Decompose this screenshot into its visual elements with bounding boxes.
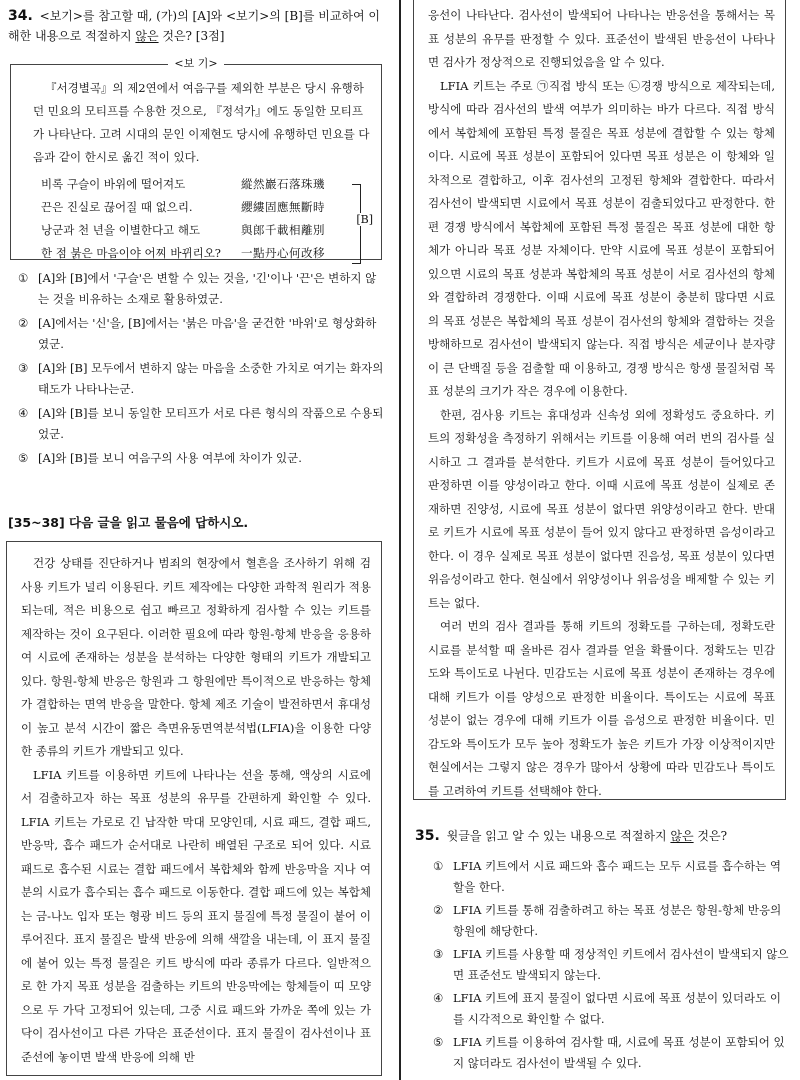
poem-korean: 한 점 붉은 마음이야 어찌 바뀌리오?	[41, 246, 221, 260]
q35-option-1[interactable]	[433, 856, 790, 898]
poem-hanja: 縱然巖石落珠璣	[241, 177, 325, 191]
option-text: LFIA 키트를 사용할 때 정상적인 키트에서 검사선이 발색되지 않으면 표준선도 발색되지 않는다.	[453, 947, 789, 982]
option-number: ③	[18, 361, 29, 375]
option-number: ⑤	[433, 1035, 444, 1049]
question-35-number: 35.	[415, 828, 440, 844]
bogi-title: <보 기>	[11, 56, 381, 72]
passage-paragraph: 건강 상태를 진단하거나 범죄의 현장에서 혈흔을 조사하기 위해 검사용 키트가 널리 이용된다. 키트 제작에는 다양한 과학적 원리가 적용되는데, 적은 비용으로 쉽고 빠르고 정확하게 검사할 수 있는 키트를 제작하는 것이 요구된다. 이러한 필요에 따라 항원-항체 반응을 응용하여 시료에 존재하는 성분을 분석하는 다양한 형태의 키트가 개발되고 있다. 항원-항체 반응은 항원과 그 항원에만 특이적으로 반응하는 항체가 결합하는 면역 반응을 말한다. 항체 제조 기술이 발전하면서 휴대성이 높고 분석 시간이 짧은 측면유동면역분석법(LFIA)을 이용한 다양한 종류의 키트가 개발되고 있다.	[21, 556, 371, 758]
option-number: ⑤	[18, 451, 29, 465]
q35-option-5[interactable]	[433, 1032, 790, 1074]
passage-left	[6, 541, 382, 1076]
passage-paragraph: 한편, 검사용 키트는 휴대성과 신속성 외에 정확성도 중요하다. 키트의 정확성을 측정하기 위해서는 키트를 이용해 여러 번의 검사를 실시하고 그 결과를 분석한다. 키트가 시료에 목표 성분이 들어있다고 판정하면 이를 양성이라고 한다. 이때 시료에 목표 성분이 실제로 존재하면 진양성, 시료에 목표 성분이 없다면 위양성이라고 한다. 반대로 키트가 시료에 목표 성분이 들어 있지 않다고 판정하면 음성이라고 한다. 이 경우 실제로 목표 성분이 없다면 진음성, 목표 성분이 있다면 위음성이라고 한다. 현실에서 위양성이나 위음성을 배제할 수 있는 키트는 없다.	[428, 407, 775, 610]
poem-korean: 끈은 진실로 끊어질 때 없으리.	[41, 200, 193, 214]
passage-paragraph: LFIA 키트를 이용하면 키트에 나타나는 선을 통해, 액상의 시료에서 검출하고자 하는 목표 성분의 유무를 간편하게 확인할 수 있다. LFIA 키트는 가로로 긴 납작한 막대 모양인데, 시료 패드, 결합 패드, 반응막, 흡수 패드가 순서대로 나란히 배열된 구조로 되어 있다. 시료 패드로 흡수된 시료는 결합 패드에서 복합체와 함께 반응막을 지나 여분의 시료가 흡수되는 흡수 패드로 이동한다. 결합 패드에 있는 복합체는 금-나노 입자 또는 형광 비드 등의 표지 물질에 특정 물질이 붙어 이루어진다. 표지 물질은 발색 반응에 의해 색깔을 내는데, 이 표지 물질에 붙어 있는 특정 물질은 키트 방식에 따라 종류가 다르다. 일반적으로 한 가지 목표 성분을 검출하는 키트의 반응막에는 항체들이 띠 모양으로 두 가닥 고정되어 있는데, 그중 시료 패드와 가까운 쪽에 있는 가닥이 검사선이고 다른 가닥은 표준선이다. 표지 물질이 검사선이나 표준선에 놓이면 발색 반응에 의해 반	[21, 767, 371, 1064]
poem-hanja: 與郎千載相離別	[241, 223, 325, 237]
poem-line	[33, 173, 371, 196]
column-divider	[399, 0, 401, 1080]
option-text: LFIA 키트에서 시료 패드와 흡수 패드는 모두 시료를 흡수하는 역할을 한다.	[453, 859, 781, 894]
q34-option-2[interactable]	[18, 313, 386, 355]
left-column	[0, 0, 396, 1080]
bracket-b-label: [B]	[356, 213, 373, 226]
right-column	[403, 0, 800, 1080]
poem-hanja: 纓縷固應無斷時	[241, 200, 325, 214]
question-34-stem	[8, 6, 390, 46]
bogi-text: 『서경별곡』의 제2연에서 여음구를 제외한 부분은 당시 유행하던 민요의 모티프를 수용한 것으로, 『정석가』에도 동일한 모티프가 나타난다. 고려 시대의 문인 이제현도 당시에 유행하던 민요를 다음과 같이 한시로 옮긴 적이 있다.	[33, 81, 370, 164]
bogi-box	[10, 57, 382, 260]
q34-option-1[interactable]	[18, 268, 386, 310]
poem-korean: 비록 구슬이 바위에 떨어져도	[41, 177, 186, 191]
option-number: ④	[18, 406, 29, 420]
q35-option-2[interactable]	[433, 900, 790, 942]
section-heading: [35~38] 다음 글을 읽고 물음에 답하시오.	[8, 515, 249, 530]
poem	[33, 173, 371, 265]
option-text: [A]와 [B] 모두에서 변하지 않는 마음을 소중한 가치로 여기는 화자의 태도가 나타나는군.	[38, 361, 384, 396]
option-text: [A]와 [B]에서 '구슬'은 변할 수 있는 것을, '긴'이나 '끈'은 변하지 않는 것을 비유하는 소재로 활용하였군.	[38, 271, 377, 306]
option-text: LFIA 키트를 통해 검출하려고 하는 목표 성분은 항원-항체 반응의 항원에 해당한다.	[453, 903, 782, 938]
option-number: ②	[18, 316, 29, 330]
question-35-stem	[415, 826, 794, 846]
poem-line	[33, 196, 371, 219]
question-34-text: <보기>를 참고할 때, (가)의 [A]와 <보기>의 [B]를 비교하여 이해한 내용으로 적절하지	[8, 9, 381, 43]
option-text: LFIA 키트에 표지 물질이 없다면 시료에 목표 성분이 있더라도 이를 시각적으로 확인할 수 없다.	[453, 991, 781, 1026]
poem-line	[33, 242, 371, 265]
option-number: ④	[433, 991, 444, 1005]
option-number: ③	[433, 947, 444, 961]
question-35-text-end: 것은?	[693, 829, 728, 843]
poem-korean: 낭군과 천 년을 이별한다고 해도	[41, 223, 201, 237]
question-34-options	[18, 268, 386, 469]
q34-option-3[interactable]	[18, 358, 386, 400]
question-34-text-end: 것은? [3점]	[158, 29, 225, 43]
q34-option-5[interactable]	[18, 448, 386, 469]
option-number: ①	[433, 859, 444, 873]
option-text: [A]와 [B]를 보니 동일한 모티프가 서로 다른 형식의 작품으로 수용되었군.	[38, 406, 384, 441]
q35-option-4[interactable]	[433, 988, 790, 1030]
poem-hanja: 一點丹心何改移	[241, 246, 325, 260]
option-text: [A]에서는 '신'을, [B]에서는 '붉은 마음'을 굳건한 '바위'로 형상화하였군.	[38, 316, 377, 351]
question-35-text: 윗글을 읽고 알 수 있는 내용으로 적절하지	[446, 829, 671, 843]
option-number: ②	[433, 903, 444, 917]
option-number: ①	[18, 271, 29, 285]
q35-option-3[interactable]	[433, 944, 790, 986]
option-text: [A]와 [B]를 보니 여음구의 사용 여부에 차이가 있군.	[38, 451, 302, 465]
question-34-underline: 않은	[135, 29, 159, 43]
question-34-number: 34.	[8, 8, 33, 24]
passage-paragraph: 여러 번의 검사 결과를 통해 키트의 정확도를 구하는데, 정확도란 시료를 분석할 때 올바른 검사 결과를 얻을 확률이다. 정확도는 민감도와 특이도로 나뉜다. 민감도는 시료에 목표 성분이 존재하는 경우에 대해 키트가 이를 양성으로 판정한 비율이다. 특이도는 시료에 목표 성분이 없는 경우에 대해 키트가 이를 음성으로 판정한 비율이다. 민감도와 특이도가 모두 높아 정확도가 높은 키트가 가장 이상적이지만 현실에서는 그렇지 않은 경우가 많아서 상황에 따라 민감도나 특이도를 고려하여 키트를 선택해야 한다.	[428, 619, 775, 798]
passage-right	[413, 0, 786, 800]
option-text: LFIA 키트를 이용하여 검사할 때, 시료에 목표 성분이 포함되어 있지 않더라도 검사선이 발색될 수 있다.	[453, 1035, 785, 1070]
q34-option-4[interactable]	[18, 403, 386, 445]
passage-paragraph: 응선이 나타난다. 검사선이 발색되어 나타나는 반응선을 통해서는 목표 성분의 유무를 판정할 수 있다. 표준선이 발색된 반응선이 나타나면 검사가 정상적으로 진행되었음을 알 수 있다.	[428, 8, 775, 69]
question-35-options	[433, 856, 790, 1074]
passage-paragraph: LFIA 키트는 주로 ㉠직접 방식 또는 ㉡경쟁 방식으로 제작되는데, 방식에 따라 검사선의 발색 여부가 의미하는 바가 다르다. 직접 방식에서 복합체에 포함된 특정 물질은 목표 성분에 결합할 수 있는 항체이다. 시료에 목표 성분이 포함되어 있다면 목표 성분은 이 항체와 일차적으로 결합하고, 이후 검사선의 고정된 항체와 결합한다. 따라서 검사선이 발색되면 시료에서 목표 성분이 검출되었다고 판정한다. 한편 경쟁 방식에서 복합체에 포함된 특정 물질은 목표 성분에 대한 항체가 아니라 목표 성분 자체이다. 만약 시료에 목표 성분이 포함되어 있으면 시료의 목표 성분과 복합체의 목표 성분이 서로 검사선의 항체와 결합하려 경쟁한다. 이때 시료에 목표 성분이 충분히 많다면 시료의 목표 성분은 복합체의 목표 성분이 검사선의 항체와 결합하는 것을 방해하므로 검사선이 발색되지 않는다. 직접 방식은 세균이나 분자량이 큰 단백질 등을 검출할 때 이용하고, 경쟁 방식은 항생 물질처럼 목표 성분의 크기가 작은 경우에 이용한다.	[428, 78, 775, 398]
poem-line	[33, 219, 371, 242]
question-35-underline: 않은	[670, 829, 694, 843]
